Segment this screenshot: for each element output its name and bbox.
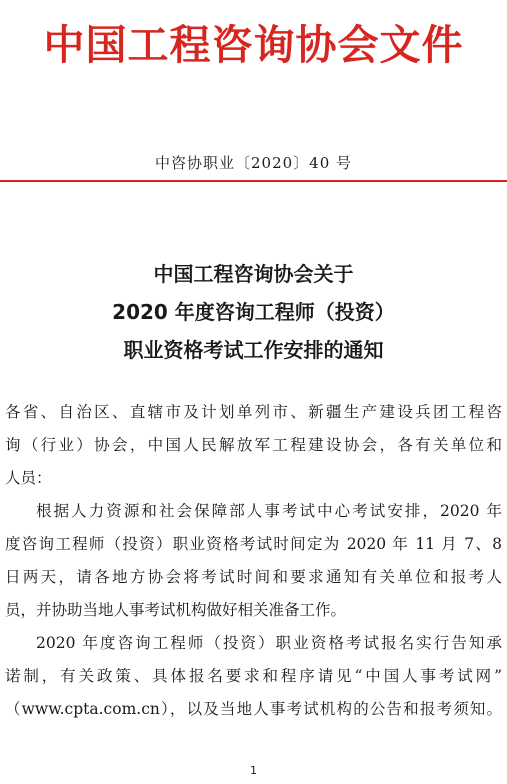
notice-title: [0, 255, 507, 369]
address-line: 各省、自治区、直辖市及计划单列市、新疆生产建设兵团工程咨: [5, 403, 502, 421]
paragraph-line: 根据人力资源和社会保障部人事考试中心考试安排，2020 年: [36, 502, 502, 520]
notice-body: [5, 396, 502, 726]
notice-title-line: 2020 年度咨询工程师（投资）: [112, 300, 395, 324]
paragraph-line: 度咨询工程师（投资）职业资格考试时间定为 2020 年 11 月 7、8: [5, 535, 502, 553]
paragraph-line: （www.cpta.com.cn），以及当地人事考试机构的公告和报考须知。: [5, 700, 502, 718]
red-divider: [0, 180, 507, 182]
paragraph-line: 员，并协助当地人事考试机构做好相关准备工作。: [5, 601, 347, 619]
document-number: 中咨协职业〔2020〕40 号: [154, 154, 353, 172]
address-line: 询（行业）协会，中国人民解放军工程建设协会，各有关单位和: [5, 436, 502, 454]
paragraph-line: 日两天，请各地方协会将考试时间和要求通知有关单位和报考人: [5, 568, 502, 586]
page-number: 1: [250, 764, 257, 777]
notice-title-line: 中国工程咨询协会关于: [153, 262, 354, 286]
paragraph-line: 2020 年度咨询工程师（投资）职业资格考试报名实行告知承: [36, 634, 502, 652]
paragraph-line: 诺制，有关政策、具体报名要求和程序请见“中国人事考试网”: [5, 667, 502, 685]
notice-title-line: 职业资格考试工作安排的通知: [123, 338, 384, 362]
address-line: 人员：: [5, 469, 52, 487]
document-header-title: 中国工程咨询协会文件: [43, 21, 464, 69]
